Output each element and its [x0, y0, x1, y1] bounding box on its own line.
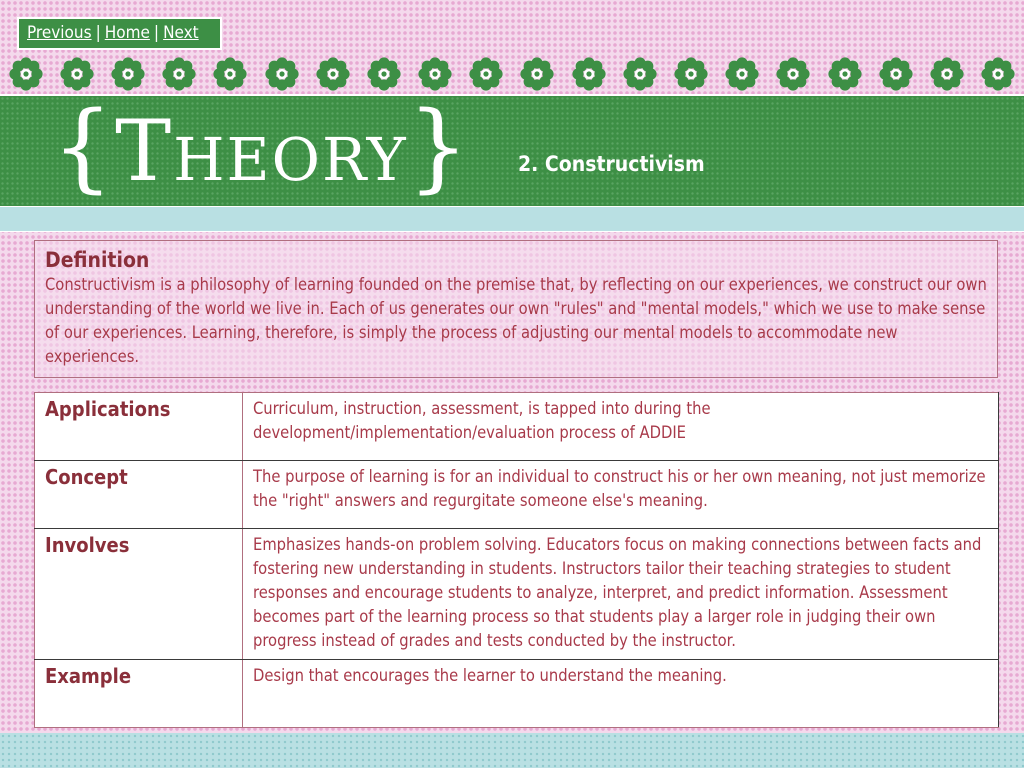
flower-border: [0, 54, 1024, 94]
info-table: [34, 392, 999, 728]
row-value: Emphasizes hands-on problem solving. Educators focus on making connections between facts and fostering new understanding in students. Instructors tailor their teaching strategies to student responses and encourage students to analyze, interpret, and predict information. Assessment becomes part of the learning process so that students play a larger role in judging their own progress instead of grades and tests conducted by the instructor.: [243, 529, 999, 660]
row-value: Design that encourages the learner to understand the meaning.: [243, 660, 999, 728]
brace-close: }: [407, 91, 471, 203]
flower-icon: [773, 54, 813, 94]
flower-icon: [415, 54, 455, 94]
flower-icon: [159, 54, 199, 94]
flower-icon: [262, 54, 302, 94]
table-row: [35, 660, 999, 728]
home-link[interactable]: Home: [104, 23, 150, 43]
flower-icon: [210, 54, 250, 94]
flower-icon: [722, 54, 762, 94]
row-label: Example: [35, 660, 243, 728]
flower-icon: [825, 54, 865, 94]
nav-bar: [17, 17, 222, 50]
title-banner: [0, 91, 1024, 206]
table-row: [35, 461, 999, 529]
row-label: Applications: [35, 393, 243, 461]
next-link[interactable]: Next: [163, 23, 199, 43]
previous-link[interactable]: Previous: [27, 23, 92, 43]
flower-icon: [108, 54, 148, 94]
divider-band: [0, 206, 1024, 232]
flower-icon: [466, 54, 506, 94]
footer-band: [0, 733, 1024, 768]
flower-icon: [620, 54, 660, 94]
definition-title: Definition: [45, 248, 150, 272]
title-text: Theory: [115, 102, 408, 200]
brace-open: {: [52, 91, 116, 203]
flower-icon: [978, 54, 1018, 94]
flower-icon: [876, 54, 916, 94]
table-row: [35, 529, 999, 660]
definition-box: [34, 240, 998, 378]
row-value: The purpose of learning is for an individual to construct his or her own meaning, not just memorize the "right" answers and regurgitate someone else's meaning.: [243, 461, 999, 529]
page-subtitle: 2. Constructivism: [518, 152, 705, 176]
flower-icon: [517, 54, 557, 94]
page-title: [52, 92, 471, 206]
flower-icon: [57, 54, 97, 94]
flower-icon: [569, 54, 609, 94]
flower-icon: [6, 54, 46, 94]
table-row: [35, 393, 999, 461]
definition-text: Constructivism is a philosophy of learning founded on the premise that, by reflecting on our experiences, we construct our own understanding of the world we live in. Each of us generates our own "rules" and "mental models," which we use to make sense of our experiences. Learning, therefore, is simply the process of adjusting our mental models to accommodate new experiences.: [45, 275, 987, 366]
flower-icon: [364, 54, 404, 94]
row-label: Involves: [35, 529, 243, 660]
flower-icon: [927, 54, 967, 94]
nav-separator: |: [95, 23, 101, 43]
flower-icon: [313, 54, 353, 94]
row-value: Curriculum, instruction, assessment, is tapped into during the development/implementation/evaluation process of ADDIE: [243, 393, 999, 461]
nav-separator: |: [153, 23, 160, 43]
flower-icon: [671, 54, 711, 94]
row-label: Concept: [35, 461, 243, 529]
